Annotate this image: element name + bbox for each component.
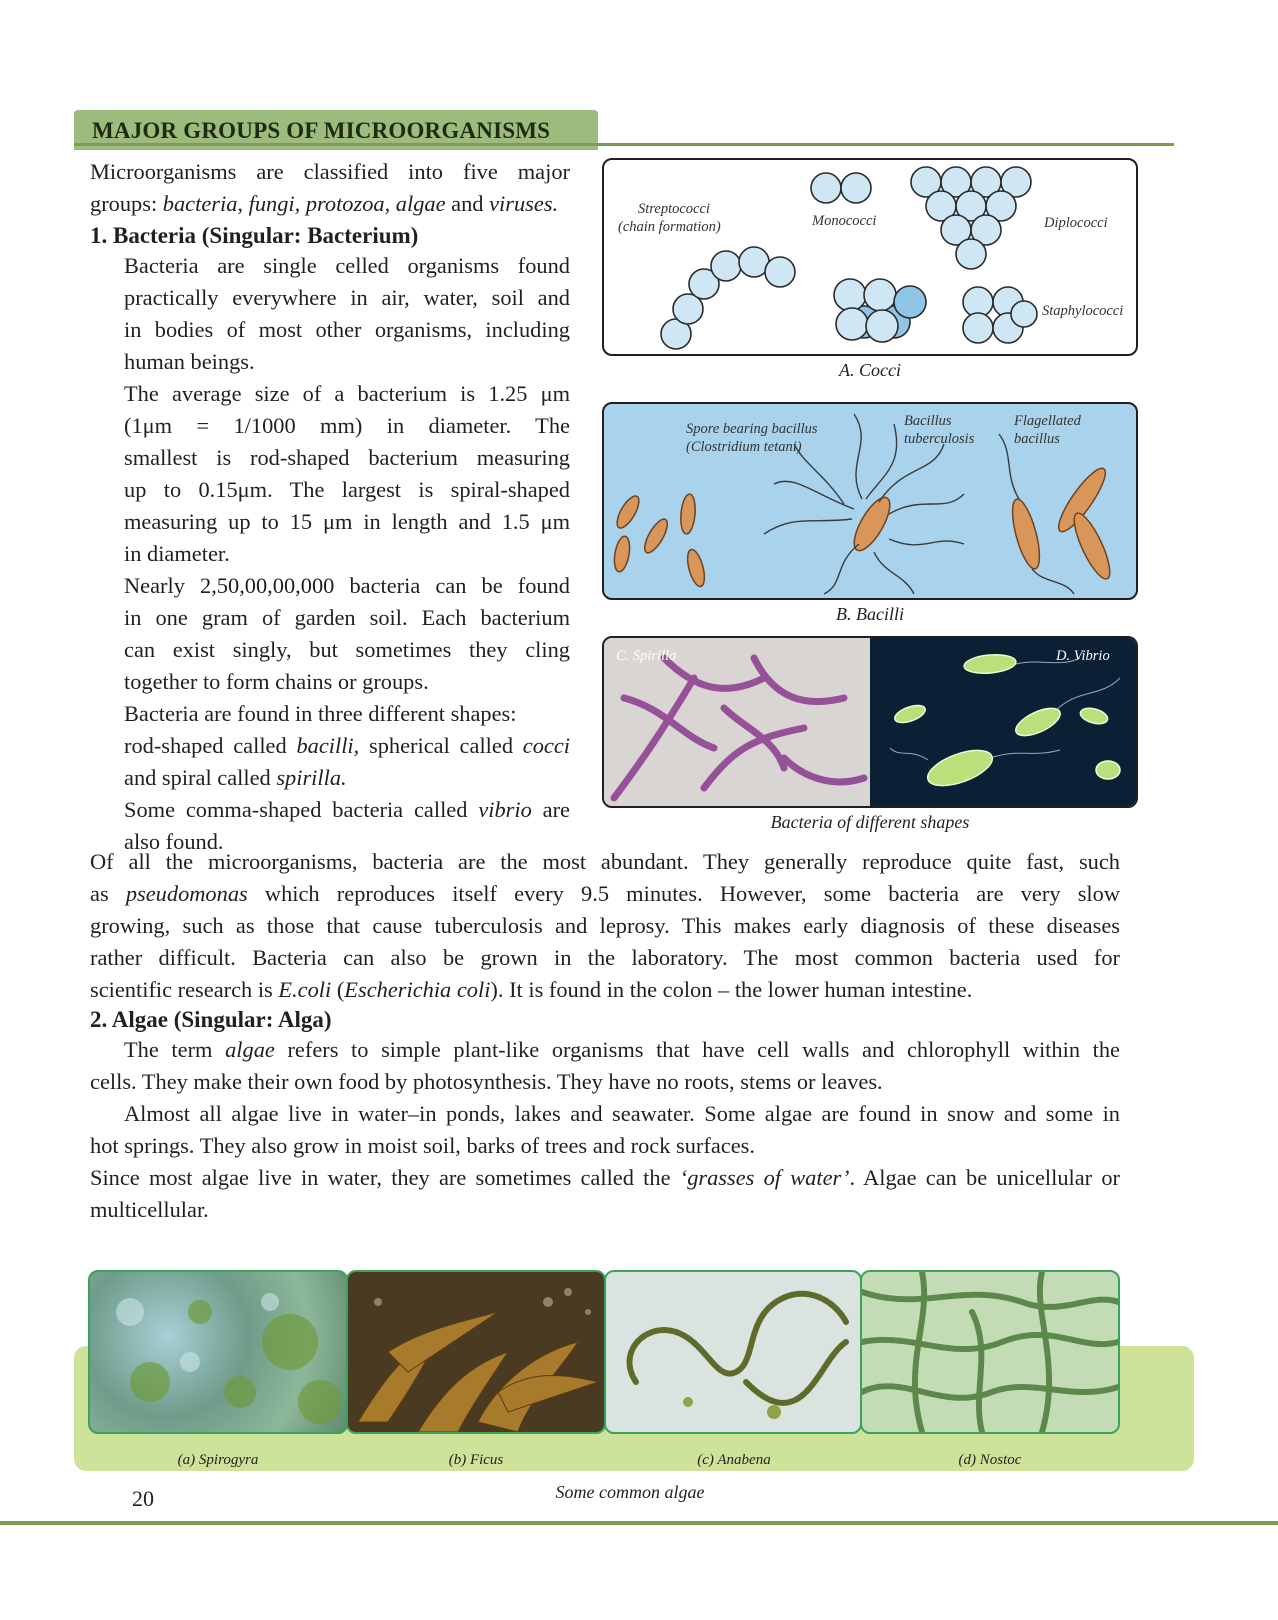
bacteria-p3-line: Nearly 2,50,00,00,000 bacteria can be found — [124, 573, 570, 598]
spirogyra-photo — [88, 1270, 348, 1434]
bacteria-p4-line: and spiral called spirilla. — [124, 765, 347, 790]
vibrio-label: D. Vibrio — [1056, 648, 1110, 664]
bacteria-p2-line: measuring up to 15 μm in length and 1.5 μm — [124, 509, 570, 534]
anabena-illustration — [606, 1272, 860, 1432]
spirilla-vibrio-figure — [602, 636, 1138, 808]
full-line: Of all the microorganisms, bacteria are the most abundant. They generally reproduce quite fast, such — [90, 849, 1120, 874]
tb-bacillus-label: Bacillus tuberculosis — [904, 413, 975, 447]
staphylococci-label: Staphylococci — [1042, 303, 1124, 319]
bacilli-caption: B. Bacilli — [836, 604, 904, 624]
flagellated-bacillus-label: Flagellated bacillus — [1014, 413, 1081, 447]
bacteria-p1-line: Bacteria are single celled organisms found — [124, 253, 570, 278]
cocci-diagram — [604, 160, 1136, 354]
intro-line-2: groups: bacteria, fungi, protozoa, algae and viruses. — [90, 191, 559, 216]
algae-caption-nostoc: (d) Nostoc — [958, 1452, 1022, 1468]
algae-figure-caption: Some common algae — [555, 1482, 705, 1502]
page-number: 20 — [132, 1486, 154, 1511]
bacteria-p1-line: human beings. — [124, 349, 255, 374]
monococci-label: Monococci — [812, 213, 877, 229]
nostoc-photo — [860, 1270, 1120, 1434]
intro-paragraph — [90, 156, 570, 220]
algae-line: Since most algae live in water, they are sometimes called the ‘grasses of water’. Algae can be unicellular or — [90, 1165, 1120, 1190]
bacteria-p1-line: in bodies of most other organisms, including — [124, 317, 570, 342]
full-line: growing, such as those that cause tuberculosis and leprosy. This makes early diagnosis of these diseases — [90, 913, 1120, 938]
bacteria-paragraphs — [124, 250, 570, 858]
spirogyra-illustration — [90, 1272, 346, 1432]
streptococci-sub-label: (chain formation) — [618, 219, 721, 235]
ficus-photo — [346, 1270, 606, 1434]
anabena-photo — [604, 1270, 862, 1434]
bacilli-figure — [602, 402, 1138, 600]
bacteria-p2-line: up to 0.15μm. The largest is spiral-shaped — [124, 477, 570, 502]
algae-line: multicellular. — [90, 1197, 209, 1222]
bacteria-p3-line: in one gram of garden soil. Each bacterium — [124, 605, 570, 630]
ficus-illustration — [348, 1272, 604, 1432]
bacteria-title: 1. Bacteria (Singular: Bacterium) — [90, 223, 419, 248]
algae-caption-ficus: (b) Ficus — [448, 1452, 504, 1468]
nostoc-illustration — [862, 1272, 1118, 1432]
algae-line: Almost all algae live in water–in ponds, lakes and seawater. Some algae are found in snow and some in — [124, 1101, 1120, 1126]
bacteria-p5-line: also found. — [124, 829, 224, 854]
spore-bacillus-label: Spore bearing bacillus (Clostridium tetani) — [686, 421, 818, 455]
algae-line: The term algae refers to simple plant-like organisms that have cell walls and chlorophyll within the — [124, 1037, 1120, 1062]
full-line: rather difficult. Bacteria can also be grown in the laboratory. The most common bacteria used for — [90, 945, 1120, 970]
section-heading-text: MAJOR GROUPS OF MICROORGANISMS — [92, 118, 551, 143]
bacteria-p5-line: Some comma-shaped bacteria called vibrio are — [124, 797, 570, 822]
diplococci-label: Diplococci — [1044, 215, 1108, 231]
spirilla-label: C. Spirilla — [616, 648, 677, 664]
bacteria-p3-line: together to form chains or groups. — [124, 669, 429, 694]
algae-line: cells. They make their own food by photosynthesis. They have no roots, stems or leaves. — [90, 1069, 883, 1094]
bacteria-p2-line: (1μm = 1/1000 mm) in diameter. The — [124, 413, 570, 438]
bacteria-p2-line: The average size of a bacterium is 1.25 μm — [124, 381, 570, 406]
bacteria-p4-line: rod-shaped called bacilli, spherical called cocci — [124, 733, 570, 758]
algae-caption-anabena: (c) Anabena — [697, 1452, 771, 1468]
footer-rule — [0, 1521, 1278, 1525]
algae-title: 2. Algae (Singular: Alga) — [90, 1007, 332, 1032]
bacteria-p2-line: in diameter. — [124, 541, 230, 566]
algae-line: hot springs. They also grow in moist soil, barks of trees and rock surfaces. — [90, 1133, 755, 1158]
streptococci-label: Streptococci — [638, 201, 710, 217]
bacteria-p1-line: practically everywhere in air, water, soil and — [124, 285, 570, 310]
cocci-figure — [602, 158, 1138, 356]
bacteria-shapes-caption: Bacteria of different shapes — [770, 812, 970, 832]
algae-paragraphs — [90, 1034, 1120, 1226]
intro-line-1: Microorganisms are classified into five major — [90, 159, 570, 184]
full-line: as pseudomonas which reproduces itself every 9.5 minutes. However, some bacteria are very slow — [90, 881, 1120, 906]
bacteria-p3-line: can exist singly, but sometimes they cling — [124, 637, 570, 662]
bacteria-p2-line: smallest is rod-shaped bacterium measuring — [124, 445, 570, 470]
full-line: scientific research is E.coli (Escherichia coli). It is found in the colon – the lower human intestine. — [90, 977, 973, 1002]
bacteria-abundance-paragraph — [90, 846, 1120, 1006]
cocci-caption: A. Cocci — [839, 360, 901, 380]
heading-rule — [74, 143, 1174, 146]
algae-caption-spirogyra: (a) Spirogyra — [177, 1452, 259, 1468]
bacteria-p4-line: Bacteria are found in three different shapes: — [124, 701, 517, 726]
